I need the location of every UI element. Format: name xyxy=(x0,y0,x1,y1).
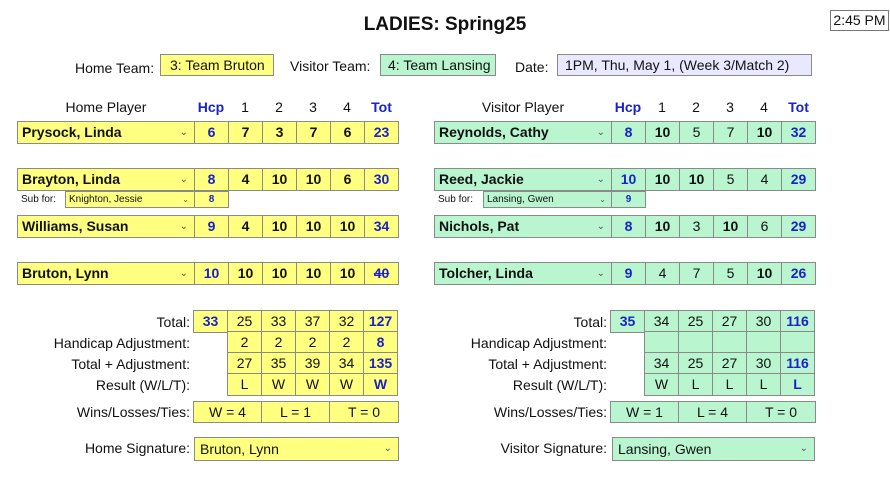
home-result-tot: W xyxy=(363,373,398,396)
home-player-3-select[interactable] xyxy=(17,215,195,238)
chevron-down-icon: ⌄ xyxy=(179,127,188,138)
visitor-adj-row xyxy=(645,331,815,354)
chevron-down-icon: ⌄ xyxy=(383,443,392,454)
home-adj-game-2: 2 xyxy=(261,331,296,354)
visitor-result-row xyxy=(645,373,815,396)
home-player-row-1 xyxy=(17,121,399,144)
home-player-1-game-3[interactable]: 7 xyxy=(296,121,331,144)
visitor-sub-name: Lansing, Gwen xyxy=(487,194,554,205)
visitor-player-2-game-1[interactable]: 10 xyxy=(645,168,680,191)
home-sub-label: Sub for: xyxy=(21,194,57,205)
visitor-player-1-game-1[interactable]: 10 xyxy=(645,121,680,144)
visitor-team-label: Visitor Team: xyxy=(290,58,371,74)
visitor-signature-label: Visitor Signature: xyxy=(500,440,607,456)
visitor-player-3-select[interactable] xyxy=(434,215,612,238)
visitor-total-label: Total: xyxy=(573,314,607,330)
home-result-row xyxy=(228,373,398,396)
clock: 2:45 PM xyxy=(830,10,889,31)
home-player-3-tot: 34 xyxy=(364,215,399,238)
visitor-player-1-hcp: 8 xyxy=(611,121,646,144)
home-total-game-3: 37 xyxy=(295,310,330,333)
home-wins: W = 4 xyxy=(193,401,262,423)
visitor-result-game-4: L xyxy=(746,373,781,396)
home-player-2-game-2[interactable]: 10 xyxy=(262,168,297,191)
home-losses: L = 1 xyxy=(261,401,330,423)
home-total-adj-game-2: 35 xyxy=(261,352,296,375)
home-signature-value: Bruton, Lynn xyxy=(200,441,279,457)
visitor-player-row-4 xyxy=(434,262,816,285)
visitor-game3-header: 3 xyxy=(726,99,734,115)
visitor-player-1-select[interactable] xyxy=(434,121,612,144)
home-ties: T = 0 xyxy=(329,401,399,423)
chevron-down-icon: ⌄ xyxy=(596,268,605,279)
home-player-1-tot: 23 xyxy=(364,121,399,144)
home-player-header: Home Player xyxy=(65,99,147,115)
home-player-1-game-2[interactable]: 3 xyxy=(262,121,297,144)
home-player-row-2 xyxy=(17,168,399,191)
visitor-result-game-1: W xyxy=(644,373,679,396)
home-sub-select[interactable] xyxy=(65,191,195,208)
home-player-2-name: Brayton, Linda xyxy=(22,171,121,187)
visitor-player-2-game-4[interactable]: 4 xyxy=(747,168,782,191)
visitor-player-row-2 xyxy=(434,168,816,191)
home-player-3-game-2[interactable]: 10 xyxy=(262,215,297,238)
home-result-game-2: W xyxy=(261,373,296,396)
visitor-player-3-game-1[interactable]: 10 xyxy=(645,215,680,238)
home-wlt-label: Wins/Losses/Ties: xyxy=(76,404,190,420)
chevron-down-icon: ⌄ xyxy=(182,195,189,204)
home-total-game-1: 25 xyxy=(227,310,262,333)
home-player-row-4 xyxy=(17,262,399,285)
visitor-player-2-hcp: 10 xyxy=(611,168,646,191)
visitor-player-2-game-2[interactable]: 10 xyxy=(679,168,714,191)
home-game3-header: 3 xyxy=(309,99,317,115)
visitor-adj-game-2 xyxy=(678,331,713,354)
home-player-2-game-4[interactable]: 6 xyxy=(330,168,365,191)
page-title: LADIES: Spring25 xyxy=(363,14,527,35)
visitor-total-adj-tot: 116 xyxy=(780,352,815,375)
visitor-team-field[interactable]: 4: Team Lansing xyxy=(380,54,496,76)
home-adj-game-3: 2 xyxy=(295,331,330,354)
home-total-hcp: 33 xyxy=(193,310,228,333)
visitor-total-adjustment-label: Total + Adjustment: xyxy=(488,356,607,372)
visitor-total-game-4: 30 xyxy=(746,310,781,333)
home-game4-header: 4 xyxy=(343,99,351,115)
date-label: Date: xyxy=(515,59,549,75)
home-player-2-hcp: 8 xyxy=(194,168,229,191)
visitor-result-game-2: L xyxy=(678,373,713,396)
home-player-1-select[interactable] xyxy=(17,121,195,144)
visitor-signature-value: Lansing, Gwen xyxy=(618,441,712,457)
home-player-2-game-3[interactable]: 10 xyxy=(296,168,331,191)
home-sub-name: Knighton, Jessie xyxy=(69,194,143,205)
visitor-wlt-label: Wins/Losses/Ties: xyxy=(493,404,607,420)
home-adj-tot: 8 xyxy=(363,331,398,354)
home-player-4-name: Bruton, Lynn xyxy=(22,265,109,281)
chevron-down-icon: ⌄ xyxy=(179,268,188,279)
home-player-2-select[interactable] xyxy=(17,168,195,191)
home-total-adj-game-4: 34 xyxy=(329,352,364,375)
visitor-total-game-1: 34 xyxy=(644,310,679,333)
home-result-game-1: L xyxy=(227,373,262,396)
visitor-wlt-row xyxy=(611,401,816,423)
visitor-player-3-game-3[interactable]: 10 xyxy=(713,215,748,238)
visitor-sub-select[interactable] xyxy=(483,191,612,208)
home-result-label: Result (W/L/T): xyxy=(95,377,190,393)
visitor-player-row-1 xyxy=(434,121,816,144)
visitor-player-3-tot: 29 xyxy=(781,215,816,238)
visitor-total-tot: 116 xyxy=(780,310,815,333)
visitor-player-2-name: Reed, Jackie xyxy=(439,171,524,187)
home-result-game-4: W xyxy=(329,373,364,396)
visitor-adj-game-4 xyxy=(746,331,781,354)
visitor-total-game-3: 27 xyxy=(712,310,747,333)
visitor-sub-hcp: 9 xyxy=(611,191,646,208)
visitor-player-1-game-3[interactable]: 7 xyxy=(713,121,748,144)
home-total-tot: 127 xyxy=(363,310,398,333)
home-handicap-adjustment-label: Handicap Adjustment: xyxy=(53,335,190,351)
home-adj-game-4: 2 xyxy=(329,331,364,354)
visitor-player-3-game-2[interactable]: 3 xyxy=(679,215,714,238)
home-player-1-game-4[interactable]: 6 xyxy=(330,121,365,144)
home-sub-row xyxy=(17,191,229,208)
home-total-row xyxy=(194,310,398,333)
home-adj-game-1: 2 xyxy=(227,331,262,354)
visitor-player-3-game-4[interactable]: 6 xyxy=(747,215,782,238)
visitor-player-2-tot: 29 xyxy=(781,168,816,191)
home-hcp-header: Hcp xyxy=(197,99,225,115)
visitor-result-game-3: L xyxy=(712,373,747,396)
visitor-total-adj-game-1: 34 xyxy=(644,352,679,375)
visitor-player-3-hcp: 8 xyxy=(611,215,646,238)
home-player-4-game-4[interactable]: 10 xyxy=(330,262,365,285)
home-team-label: Home Team: xyxy=(75,60,155,76)
visitor-player-1-name: Reynolds, Cathy xyxy=(439,124,549,140)
visitor-player-4-game-2[interactable]: 7 xyxy=(679,262,714,285)
chevron-down-icon: ⌄ xyxy=(596,174,605,185)
visitor-total-adj-game-2: 25 xyxy=(678,352,713,375)
date-field[interactable]: 1PM, Thu, May 1, (Week 3/Match 2) xyxy=(557,54,812,76)
home-team-field[interactable]: 3: Team Bruton xyxy=(160,54,274,76)
home-wlt-row xyxy=(194,401,399,423)
home-game2-header: 2 xyxy=(275,99,283,115)
chevron-down-icon: ⌄ xyxy=(596,127,605,138)
visitor-game4-header: 4 xyxy=(760,99,768,115)
home-player-4-game-2[interactable]: 10 xyxy=(262,262,297,285)
visitor-sub-label: Sub for: xyxy=(438,194,474,205)
visitor-wins: W = 1 xyxy=(610,401,679,423)
home-player-4-game-1[interactable]: 10 xyxy=(228,262,263,285)
visitor-adj-game-3 xyxy=(712,331,747,354)
visitor-player-3-name: Nichols, Pat xyxy=(439,218,520,234)
visitor-signature-select[interactable] xyxy=(612,437,815,461)
visitor-result-label: Result (W/L/T): xyxy=(512,377,607,393)
visitor-result-tot: L xyxy=(780,373,815,396)
home-player-4-hcp: 10 xyxy=(194,262,229,285)
home-total-adjustment-label: Total + Adjustment: xyxy=(71,356,190,372)
home-player-2-game-1[interactable]: 4 xyxy=(228,168,263,191)
home-player-3-hcp: 9 xyxy=(194,215,229,238)
visitor-total-game-2: 25 xyxy=(678,310,713,333)
home-player-1-game-1[interactable]: 7 xyxy=(228,121,263,144)
visitor-player-1-game-4[interactable]: 10 xyxy=(747,121,782,144)
visitor-player-4-game-4[interactable]: 10 xyxy=(747,262,782,285)
visitor-total-adj-game-4: 30 xyxy=(746,352,781,375)
visitor-player-1-tot: 32 xyxy=(781,121,816,144)
visitor-player-header: Visitor Player xyxy=(481,99,565,115)
home-total-game-4: 32 xyxy=(329,310,364,333)
home-game1-header: 1 xyxy=(241,99,249,115)
visitor-player-4-select[interactable] xyxy=(434,262,612,285)
chevron-down-icon: ⌄ xyxy=(179,221,188,232)
chevron-down-icon: ⌄ xyxy=(596,221,605,232)
visitor-player-4-hcp: 9 xyxy=(611,262,646,285)
visitor-ties: T = 0 xyxy=(746,401,816,423)
home-total-adj-tot: 135 xyxy=(363,352,398,375)
home-signature-label: Home Signature: xyxy=(84,440,190,456)
visitor-player-2-select[interactable] xyxy=(434,168,612,191)
home-signature-select[interactable] xyxy=(194,437,399,461)
home-player-3-game-1[interactable]: 4 xyxy=(228,215,263,238)
visitor-player-4-name: Tolcher, Linda xyxy=(439,265,533,281)
visitor-adj-tot xyxy=(780,331,815,354)
home-player-3-game-4[interactable]: 10 xyxy=(330,215,365,238)
home-total-adj-game-3: 39 xyxy=(295,352,330,375)
visitor-player-4-game-1[interactable]: 4 xyxy=(645,262,680,285)
visitor-tot-header: Tot xyxy=(788,99,809,115)
home-total-label: Total: xyxy=(156,314,190,330)
home-player-3-game-3[interactable]: 10 xyxy=(296,215,331,238)
home-player-4-select[interactable] xyxy=(17,262,195,285)
visitor-game1-header: 1 xyxy=(658,99,666,115)
home-player-4-tot: 40 xyxy=(364,262,399,285)
visitor-total-hcp: 35 xyxy=(610,310,645,333)
visitor-handicap-adjustment-label: Handicap Adjustment: xyxy=(470,335,607,351)
visitor-player-4-tot: 26 xyxy=(781,262,816,285)
home-sub-hcp: 8 xyxy=(194,191,229,208)
home-player-1-name: Prysock, Linda xyxy=(22,124,122,140)
chevron-down-icon: ⌄ xyxy=(599,195,606,204)
home-tot-header: Tot xyxy=(371,99,392,115)
home-player-2-tot: 30 xyxy=(364,168,399,191)
home-adj-row xyxy=(228,331,398,354)
home-result-game-3: W xyxy=(295,373,330,396)
visitor-total-row xyxy=(611,310,815,333)
visitor-hcp-header: Hcp xyxy=(614,99,642,115)
home-total-game-2: 33 xyxy=(261,310,296,333)
visitor-total-adj-row xyxy=(645,352,815,375)
home-player-4-game-3[interactable]: 10 xyxy=(296,262,331,285)
visitor-player-2-game-3[interactable]: 5 xyxy=(713,168,748,191)
home-player-3-name: Williams, Susan xyxy=(22,218,129,234)
visitor-player-4-game-3[interactable]: 5 xyxy=(713,262,748,285)
visitor-total-adj-game-3: 27 xyxy=(712,352,747,375)
visitor-game2-header: 2 xyxy=(692,99,700,115)
chevron-down-icon: ⌄ xyxy=(179,174,188,185)
visitor-player-row-3 xyxy=(434,215,816,238)
home-player-row-3 xyxy=(17,215,399,238)
home-total-adj-game-1: 27 xyxy=(227,352,262,375)
visitor-sub-row xyxy=(434,191,646,208)
chevron-down-icon: ⌄ xyxy=(799,443,808,454)
visitor-player-1-game-2[interactable]: 5 xyxy=(679,121,714,144)
home-player-1-hcp: 6 xyxy=(194,121,229,144)
home-total-adj-row xyxy=(228,352,398,375)
visitor-adj-game-1 xyxy=(644,331,679,354)
visitor-losses: L = 4 xyxy=(678,401,747,423)
